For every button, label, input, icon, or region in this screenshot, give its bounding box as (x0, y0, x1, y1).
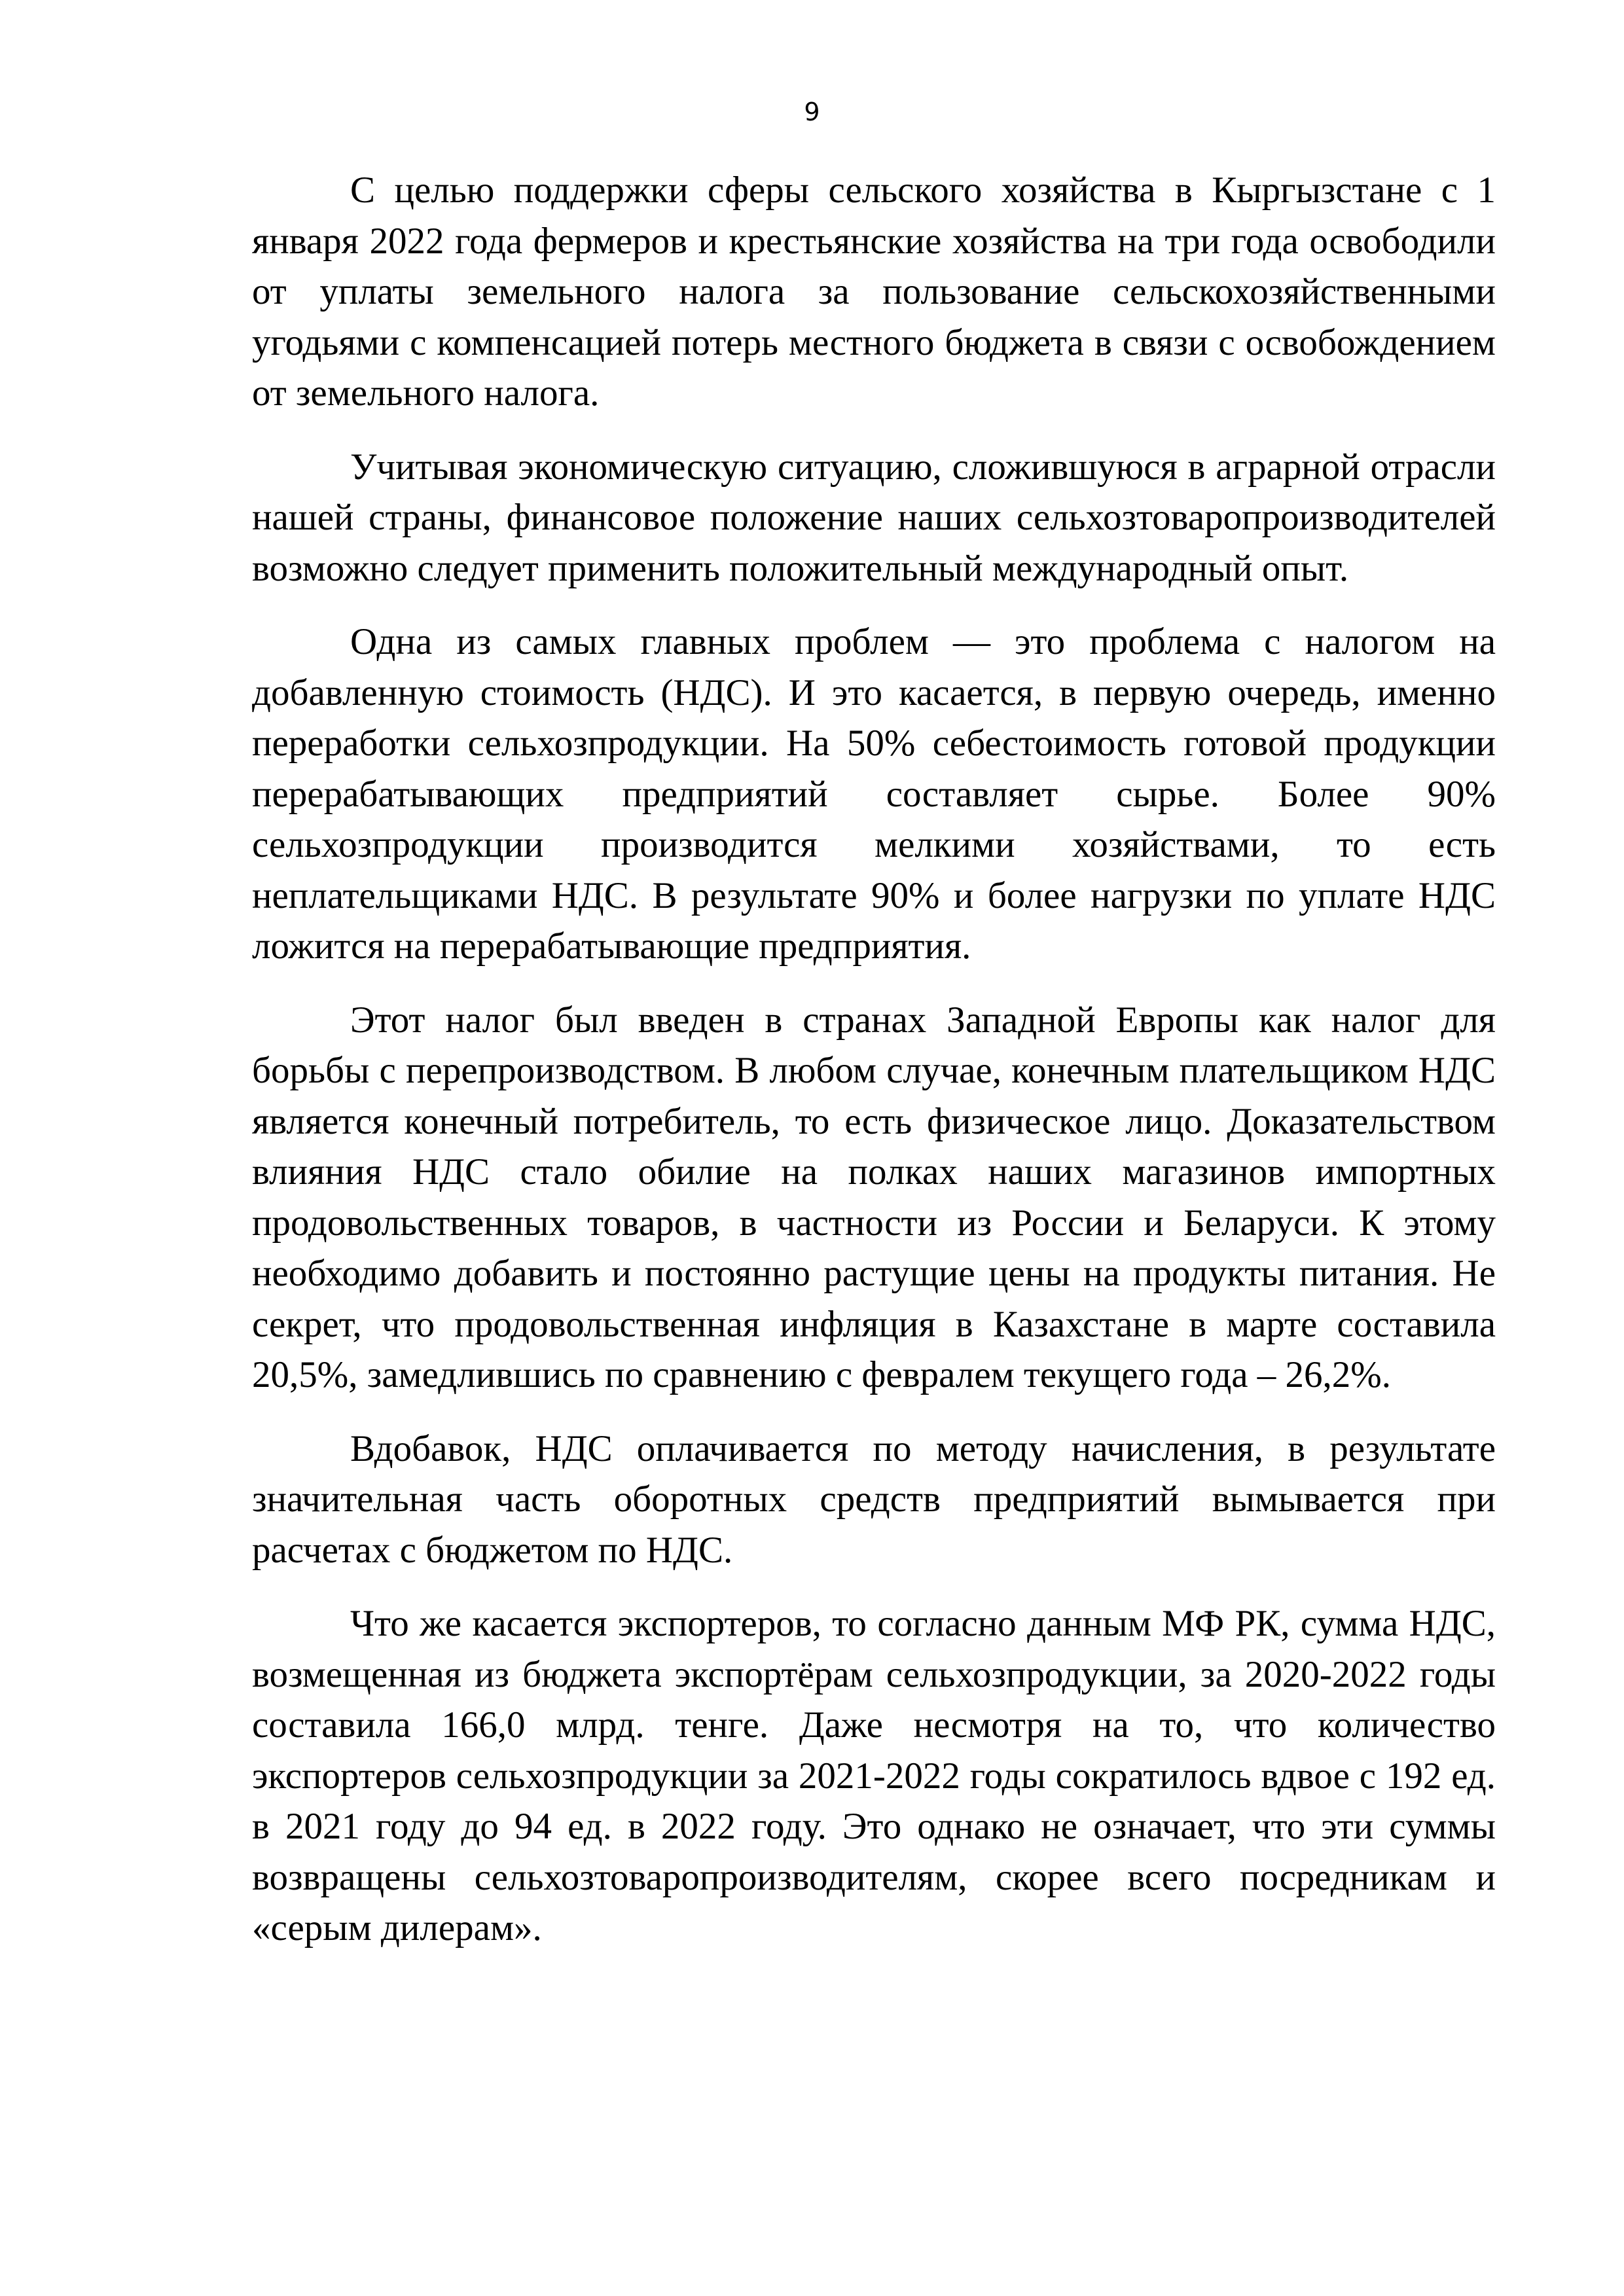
paragraph-kyrgyzstan-land-tax: С целью поддержки сферы сельского хозяйства в Кыргызстане с 1 января 2022 года фермеров и крестьянские хозяйства на три года освободили от уплаты земельного налога за пользование сельскохозяйственными угодьями с компенсацией потерь местного бюджета в связи с освобождением от земельного налога. (252, 170, 1496, 414)
paragraph-vat-problem: Одна из самых главных проблем — это проблема с налогом на добавленную стоимость (НДС). И это касается, в первую очередь, именно переработки сельхозпродукции. На 50% себестоимость готовой продукции перерабатывающих предприятий составляет сырье. Более 90% сельхозпродукции производится мелкими хозяйствами, то есть неплательщиками НДС. В результате 90% и более нагрузки по уплате НДС ложится на перерабатывающие предприятия. (252, 621, 1496, 967)
page-number: 9 (804, 98, 820, 126)
document-body (252, 165, 1496, 1977)
paragraph-exporters: Что же касается экспортеров, то согласно данным МФ РК, сумма НДС, возмещенная из бюджета экспортёрам сельхозпродукции, за 2020-2022 годы составила 166,0 млрд. тенге. Даже несмотря на то, что количество экспортеров сельхозпродукции за 2021-2022 годы сократилось вдвое с 192 ед. в 2021 году до 94 ед. в 2022 году. Это однако не означает, что эти суммы возвращены сельхозтоваропроизводителям, скорее всего посредникам и «серым дилерам». (252, 1603, 1496, 1948)
paragraph-vat-origin: Этот налог был введен в странах Западной Европы как налог для борьбы с перепроизводством. В любом случае, конечным плательщиком НДС является конечный потребитель, то есть физическое лицо. Доказательством влияния НДС стало обилие на полках наших магазинов импортных продовольственных товаров, в частности из России и Беларуси. К этому необходимо добавить и постоянно растущие цены на продукты питания. Не секрет, что продовольственная инфляция в Казахстане в марте составила 20,5%, замедлившись по сравнению с февралем текущего года – 26,2%. (252, 999, 1496, 1395)
paragraph-international-experience: Учитывая экономическую ситуацию, сложившуюся в аграрной отрасли нашей страны, финансовое положение наших сельхозтоваропроизводителей возможно следует применить положительный международный опыт. (252, 446, 1496, 589)
paragraph-vat-accrual: Вдобавок, НДС оплачивается по методу начисления, в результате значительная часть оборотных средств предприятий вымывается при расчетах с бюджетом по НДС. (252, 1427, 1496, 1571)
